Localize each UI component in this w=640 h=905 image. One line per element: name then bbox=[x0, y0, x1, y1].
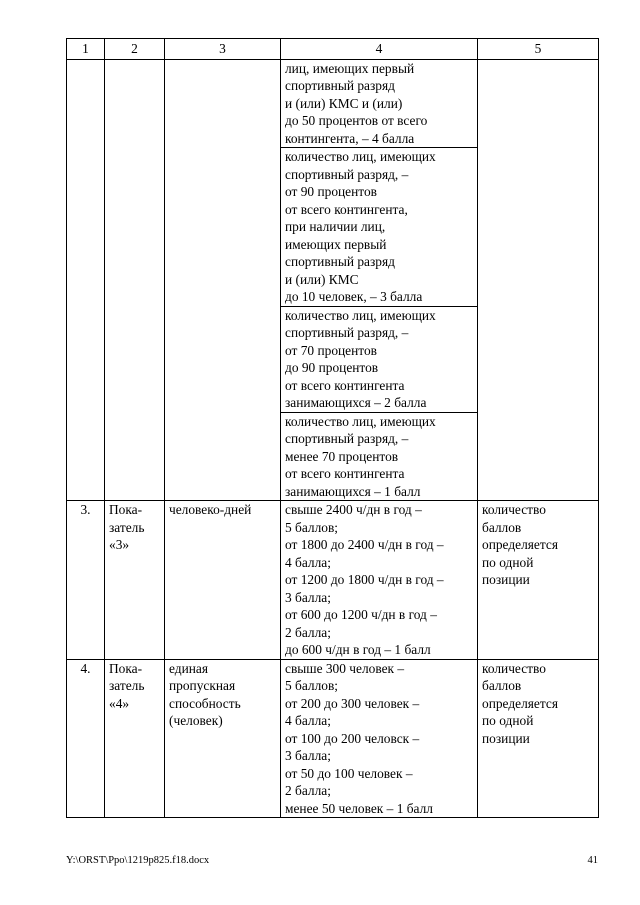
header-col-2: 2 bbox=[105, 39, 165, 60]
criteria-cell: свыше 300 человек – 5 баллов; от 200 до 300 человек – 4 балла; от 100 до 200 человск – 3 балла; от 50 до 100 человек – 2 балла; менее 50 человек – 1 балл bbox=[281, 659, 478, 818]
unit-cell: единая пропускная способность (человек) bbox=[165, 659, 281, 818]
row-number: 3. bbox=[67, 501, 105, 660]
indicator-cell: Пока- затель «3» bbox=[105, 501, 165, 660]
cell-unit-continued bbox=[165, 59, 281, 501]
criteria-cell: количество лиц, имеющих спортивный разряд, – от 70 процентов до 90 процентов от всего контингента занимающихся – 2 балла bbox=[281, 306, 478, 412]
header-col-4: 4 bbox=[281, 39, 478, 60]
row-number: 4. bbox=[67, 659, 105, 818]
indicator-cell: Пока- затель «4» bbox=[105, 659, 165, 818]
cell-indicator-continued bbox=[105, 59, 165, 501]
cell-num-continued bbox=[67, 59, 105, 501]
cell-note-continued bbox=[478, 59, 599, 501]
criteria-cell: свыше 2400 ч/дн в год – 5 баллов; от 1800 до 2400 ч/дн в год – 4 балла; от 1200 до 1800 ч/дн в год – 3 балла; от 600 до 1200 ч/дн в год – 2 балла; до 600 ч/дн в год – 1 балл bbox=[281, 501, 478, 660]
header-col-5: 5 bbox=[478, 39, 599, 60]
table-row bbox=[67, 59, 599, 148]
criteria-table bbox=[66, 38, 599, 818]
table-row bbox=[67, 501, 599, 660]
unit-cell: человеко-дней bbox=[165, 501, 281, 660]
header-col-1: 1 bbox=[67, 39, 105, 60]
criteria-cell: лиц, имеющих первый спортивный разряд и (или) КМС и (или) до 50 процентов от всего контингента, – 4 балла bbox=[281, 59, 478, 148]
page-number: 41 bbox=[587, 855, 598, 866]
criteria-cell: количество лиц, имеющих спортивный разряд, – от 90 процентов от всего контингента, при наличии лиц, имеющих первый спортивный разряд и (или) КМС до 10 человек, – 3 балла bbox=[281, 148, 478, 307]
note-cell: количество баллов определяется по одной позиции bbox=[478, 659, 599, 818]
criteria-cell: количество лиц, имеющих спортивный разряд, – менее 70 процентов от всего контингента занимающихся – 1 балл bbox=[281, 412, 478, 501]
header-col-3: 3 bbox=[165, 39, 281, 60]
table-row bbox=[67, 659, 599, 818]
header-row bbox=[67, 39, 599, 60]
file-path: Y:\ORST\Ppo\1219p825.f18.docx bbox=[66, 855, 210, 866]
note-cell: количество баллов определяется по одной позиции bbox=[478, 501, 599, 660]
